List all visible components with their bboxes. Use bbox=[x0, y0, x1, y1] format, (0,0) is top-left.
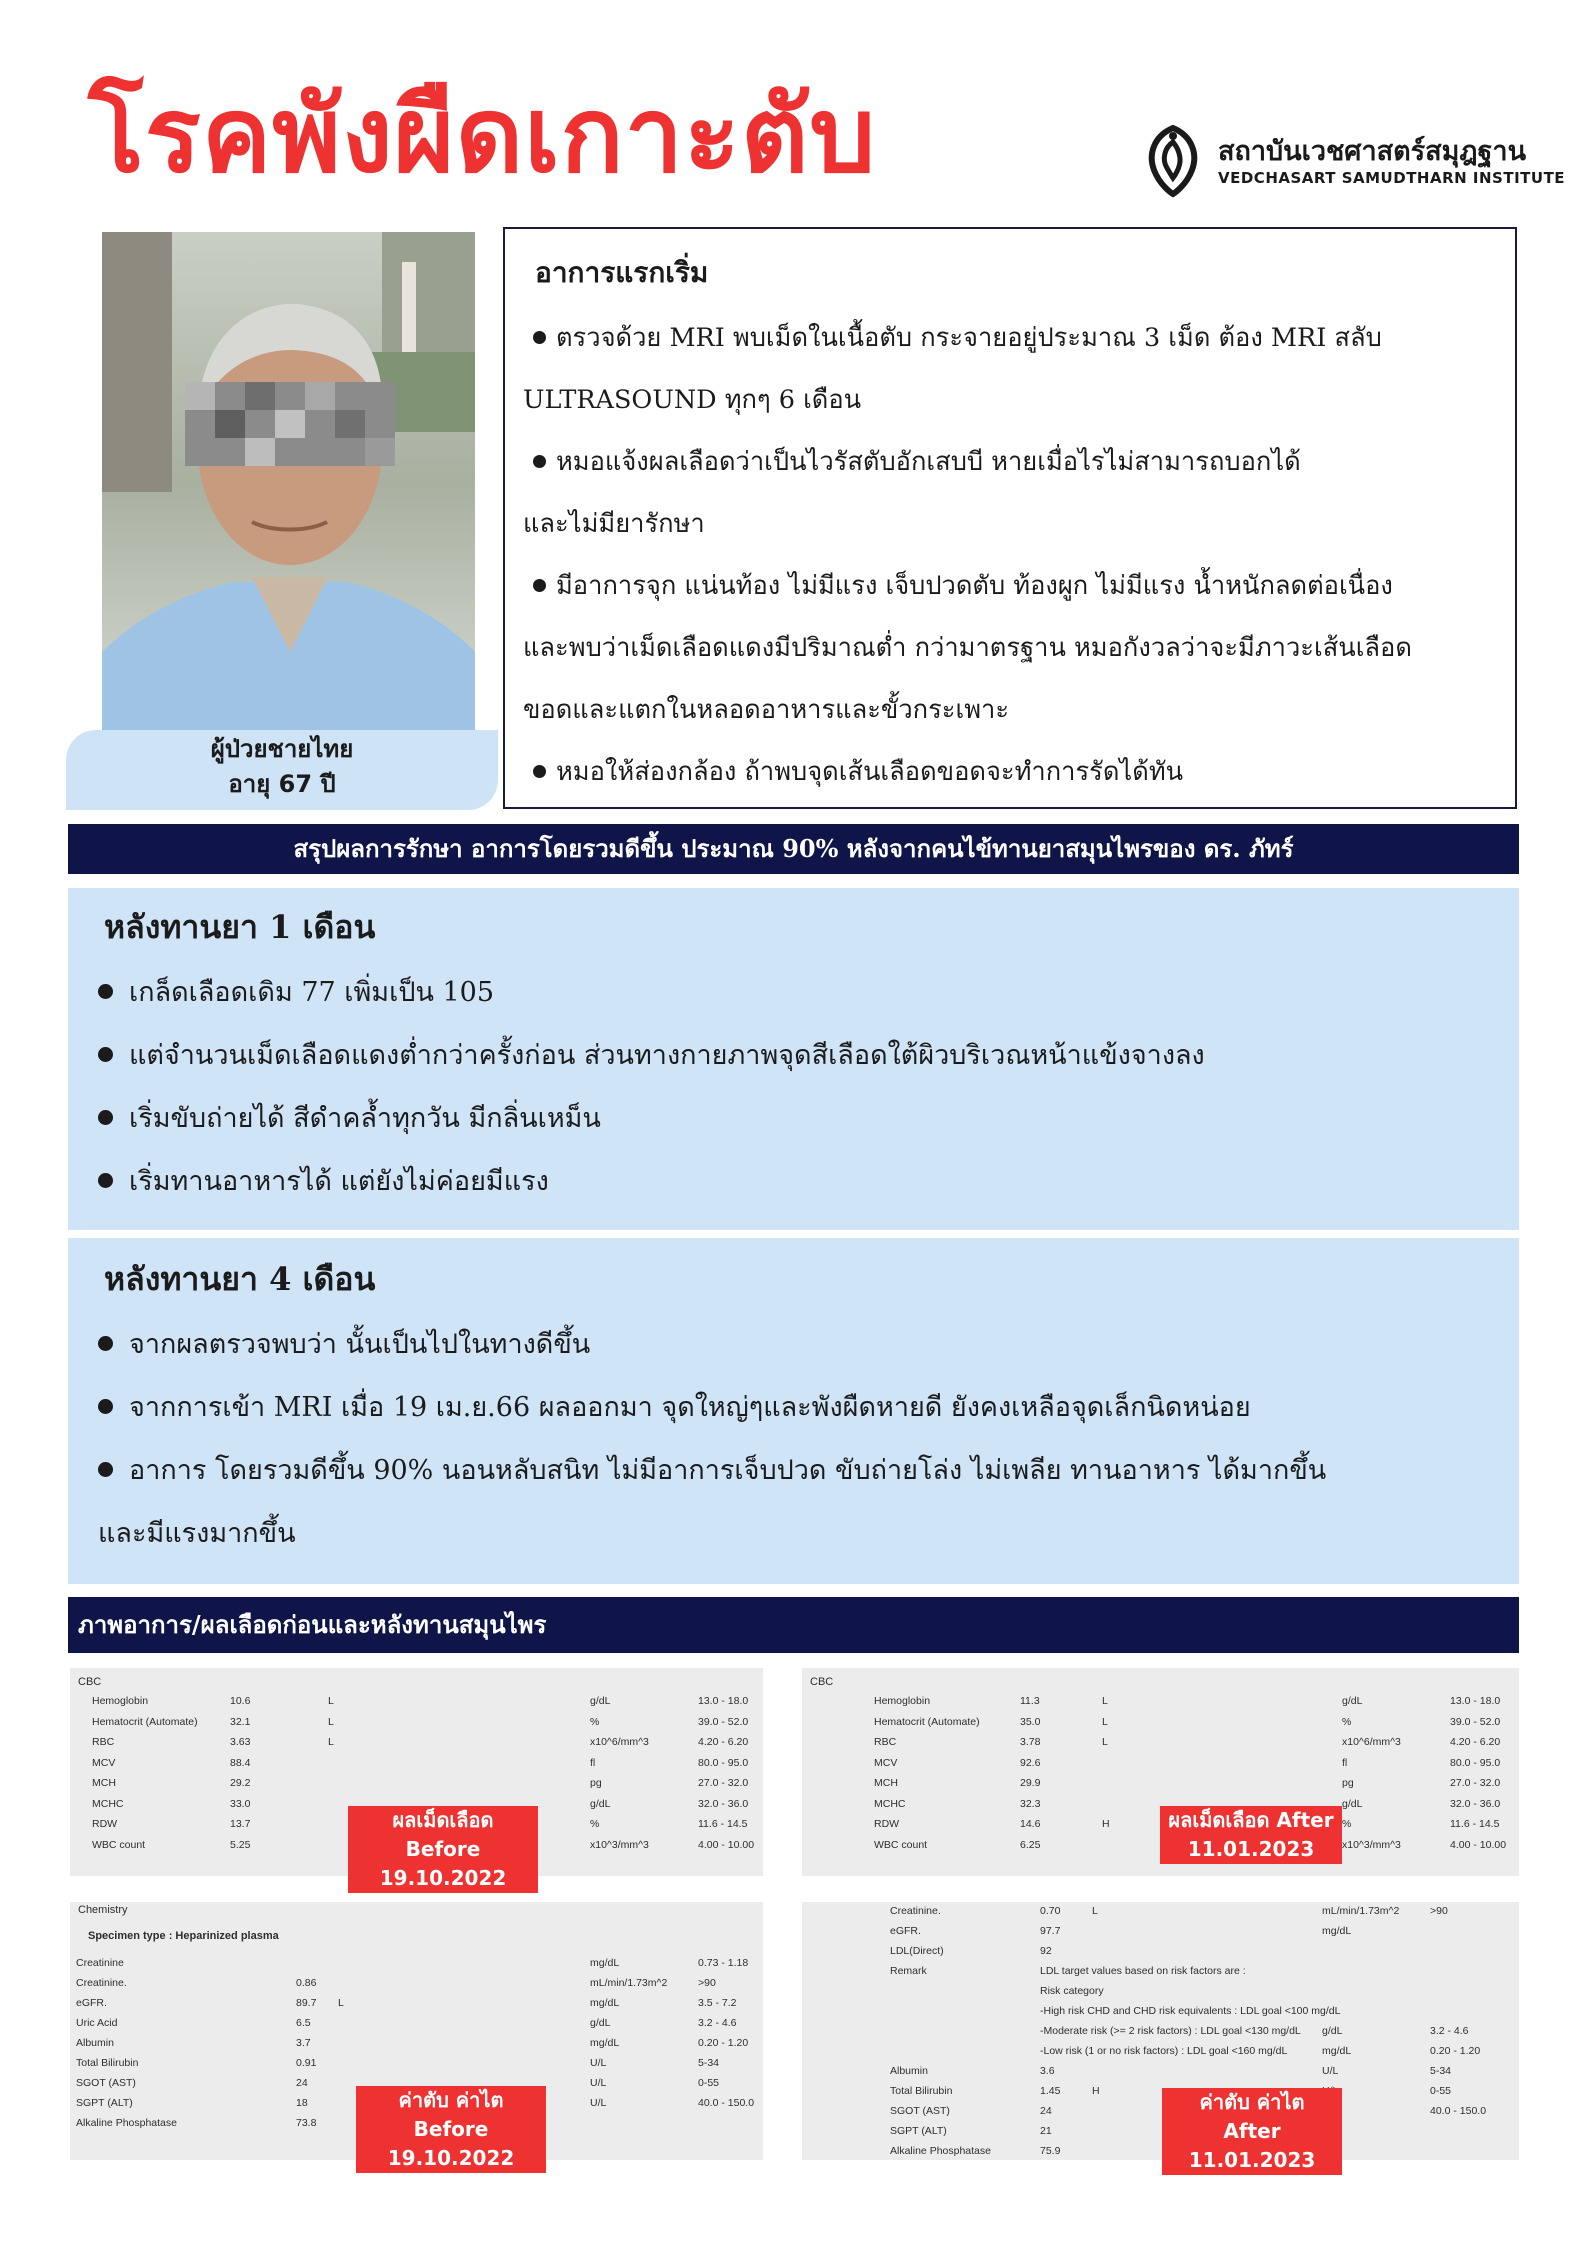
test-value: 13.7 bbox=[230, 1818, 251, 1830]
test-range: 4.20 - 6.20 bbox=[698, 1736, 749, 1748]
test-value: 0.86 bbox=[296, 1977, 317, 1989]
test-name: Albumin bbox=[890, 2065, 928, 2077]
test-name: Creatinine bbox=[76, 1957, 124, 1969]
test-unit: % bbox=[1342, 1715, 1352, 1728]
list-item bbox=[90, 1313, 1489, 1376]
test-flag: L bbox=[328, 1715, 334, 1728]
test-name: Alkaline Phosphatase bbox=[890, 2145, 991, 2157]
test-unit: mg/dL bbox=[590, 1997, 620, 2009]
table-row bbox=[802, 2082, 1519, 2102]
list-item bbox=[90, 1087, 1489, 1150]
table-row bbox=[802, 1754, 1519, 1775]
table-row bbox=[802, 2062, 1519, 2082]
test-range: 80.0 - 95.0 bbox=[698, 1756, 749, 1769]
test-unit: pg bbox=[1342, 1777, 1354, 1789]
test-range: 32.0 - 36.0 bbox=[698, 1797, 749, 1810]
test-unit: fl bbox=[1342, 1756, 1348, 1769]
table-row bbox=[802, 2022, 1519, 2042]
test-name: Hematocrit (Automate) bbox=[92, 1715, 198, 1728]
test-range: 4.00 - 10.00 bbox=[1450, 1838, 1507, 1851]
test-range: 0-55 bbox=[1430, 2085, 1452, 2097]
test-name: Total Bilirubin bbox=[76, 2057, 139, 2069]
test-value: 35.0 bbox=[1020, 1715, 1041, 1728]
lab-header: CBC bbox=[78, 1676, 102, 1688]
table-row bbox=[802, 1962, 1519, 1982]
test-unit: U/L bbox=[590, 2077, 607, 2089]
test-range: 5-34 bbox=[698, 2057, 720, 2069]
symptom-line bbox=[523, 555, 1489, 617]
table-row bbox=[802, 1982, 1519, 2002]
test-value: 24 bbox=[296, 2077, 308, 2089]
test-value: 6.5 bbox=[296, 2017, 311, 2029]
test-unit: mL/min/1.73m^2 bbox=[590, 1977, 668, 1989]
test-value: 89.7 bbox=[296, 1997, 317, 2009]
table-row bbox=[70, 1733, 763, 1754]
test-unit: mg/dL bbox=[590, 1957, 620, 1969]
list-item-text: เริ่มทานอาหารได้ แต่ยังไม่ค่อยมีแรง bbox=[129, 1166, 549, 1197]
symptom-text: ตรวจด้วย MRI พบเม็ดในเนื้อตับ กระจายอยู่ประมาณ 3 เม็ด ต้อง MRI สลับ bbox=[556, 323, 1382, 353]
bullet-icon bbox=[98, 1399, 113, 1414]
stamp-date: 11.01.2023 bbox=[1187, 1837, 1315, 1861]
test-flag: L bbox=[328, 1736, 334, 1748]
brand-name-th: สถาบันเวชศาสตร์สมุฎฐาน bbox=[1218, 136, 1527, 168]
symptom-line: และไม่มียารักษา bbox=[523, 509, 705, 539]
test-unit: mg/dL bbox=[590, 2037, 620, 2049]
brand-name-en: VEDCHASART SAMUDTHARN INSTITUTE bbox=[1218, 168, 1566, 187]
initial-symptoms-box bbox=[503, 227, 1517, 809]
bullet-icon bbox=[98, 984, 113, 999]
table-row bbox=[802, 2042, 1519, 2062]
test-unit: g/dL bbox=[590, 1695, 611, 1707]
test-flag: L bbox=[338, 1997, 344, 2009]
test-unit: mg/dL bbox=[1322, 1925, 1352, 1937]
test-name: Creatinine. bbox=[890, 1905, 941, 1917]
test-unit: g/dL bbox=[590, 1797, 611, 1810]
test-value: 0.70 bbox=[1040, 1905, 1061, 1917]
stamp-date: 11.01.2023 bbox=[1188, 2148, 1316, 2172]
test-value: 24 bbox=[1040, 2105, 1052, 2117]
test-value: 3.7 bbox=[296, 2037, 311, 2049]
test-value: 3.6 bbox=[1040, 2065, 1055, 2077]
symptom-line: ULTRASOUND ทุกๆ 6 เดือน bbox=[523, 385, 862, 415]
list-item bbox=[90, 1376, 1489, 1439]
test-value: 10.6 bbox=[230, 1695, 251, 1707]
test-value: 29.2 bbox=[230, 1777, 251, 1789]
test-value: 21 bbox=[1040, 2125, 1052, 2137]
test-range: 3.2 - 4.6 bbox=[698, 2017, 737, 2029]
test-value: 29.9 bbox=[1020, 1777, 1041, 1789]
test-value: 3.63 bbox=[230, 1736, 251, 1748]
test-name: RBC bbox=[874, 1736, 897, 1748]
symptoms-title: อาการแรกเริ่ม bbox=[535, 256, 709, 289]
bullet-icon bbox=[98, 1047, 113, 1062]
test-name: SGOT (AST) bbox=[890, 2105, 950, 2117]
table-row bbox=[802, 1922, 1519, 1942]
table-row bbox=[70, 1994, 763, 2014]
table-row bbox=[802, 1692, 1519, 1713]
test-range: 0.20 - 1.20 bbox=[1430, 2045, 1481, 2057]
test-range: 4.00 - 10.00 bbox=[698, 1838, 755, 1851]
test-flag: H bbox=[1102, 1818, 1110, 1830]
test-range: 27.0 - 32.0 bbox=[698, 1777, 749, 1789]
test-value: 32.1 bbox=[230, 1715, 251, 1728]
month4-heading: หลังทานยา 4 เดือน bbox=[104, 1260, 376, 1298]
test-value: 92 bbox=[1040, 1945, 1052, 1957]
test-name: RDW bbox=[874, 1818, 900, 1830]
test-name: eGFR. bbox=[890, 1925, 921, 1937]
test-unit: g/dL bbox=[1342, 1797, 1363, 1810]
test-unit: % bbox=[1342, 1818, 1352, 1830]
table-row bbox=[70, 2034, 763, 2054]
test-flag: L bbox=[1092, 1905, 1098, 1917]
page-title: โรคพังผืดเกาะตับ bbox=[88, 74, 877, 196]
test-range: 11.6 - 14.5 bbox=[1450, 1818, 1500, 1830]
institute-logo-icon bbox=[1140, 122, 1206, 200]
month1-heading: หลังทานยา 1 เดือน bbox=[104, 908, 376, 946]
test-range: 4.20 - 6.20 bbox=[1450, 1736, 1501, 1748]
list-item bbox=[90, 961, 1489, 1024]
test-value: Risk category bbox=[1040, 1985, 1104, 1997]
test-name: Remark bbox=[890, 1965, 927, 1977]
bullet-icon bbox=[98, 1462, 113, 1477]
symptom-line: และพบว่าเม็ดเลือดแดงมีปริมาณต่ำ กว่ามาตรฐาน หมอกังวลว่าจะมีภาวะเส้นเลือด bbox=[523, 633, 1412, 663]
stamp-title: ค่าตับ ค่าไต Before bbox=[398, 2088, 504, 2141]
table-row bbox=[802, 2122, 1519, 2142]
stamp-date: 19.10.2022 bbox=[379, 1866, 507, 1890]
table-row bbox=[70, 1713, 763, 1734]
test-value: 14.6 bbox=[1020, 1818, 1041, 1830]
stamp-title: ผลเม็ดเลือด After bbox=[1168, 1808, 1334, 1832]
symptom-line bbox=[523, 431, 1489, 493]
test-value: 97.7 bbox=[1040, 1925, 1061, 1937]
table-row bbox=[802, 1942, 1519, 1962]
test-name: MCH bbox=[92, 1777, 116, 1789]
test-unit: fl bbox=[590, 1756, 596, 1769]
table-row bbox=[70, 1954, 763, 1974]
test-range: >90 bbox=[1430, 1905, 1448, 1917]
test-value: 88.4 bbox=[230, 1756, 251, 1769]
lab-header: CBC bbox=[810, 1676, 834, 1688]
table-row bbox=[70, 2054, 763, 2074]
table-row bbox=[802, 1733, 1519, 1754]
test-name: SGOT (AST) bbox=[76, 2077, 136, 2089]
stamp-title: ค่าตับ ค่าไต After bbox=[1199, 2090, 1305, 2143]
test-name: Uric Acid bbox=[76, 2017, 118, 2029]
test-value: 3.78 bbox=[1020, 1736, 1041, 1748]
cbc-after-image bbox=[802, 1668, 1519, 1876]
test-range: 0-55 bbox=[698, 2077, 720, 2089]
test-unit: x10^6/mm^3 bbox=[1342, 1736, 1401, 1748]
cbc-before-image bbox=[70, 1668, 763, 1890]
test-value: -High risk CHD and CHD risk equivalents : LDL goal <100 mg/dL bbox=[1040, 2005, 1341, 2017]
bullet-icon bbox=[98, 1110, 113, 1125]
before-stamp bbox=[348, 1806, 538, 1893]
brand-block bbox=[1140, 122, 1565, 200]
after-stamp bbox=[1162, 2088, 1342, 2175]
symptom-line: ขอดและแตกในหลอดอาหารและขั้วกระเพาะ bbox=[523, 695, 1010, 725]
list-item bbox=[90, 1150, 1489, 1213]
stamp-title: ผลเม็ดเลือด Before bbox=[392, 1808, 494, 1861]
bullet-icon bbox=[533, 765, 546, 778]
test-name: WBC count bbox=[92, 1838, 146, 1851]
bullet-icon bbox=[98, 1336, 113, 1351]
test-value: 92.6 bbox=[1020, 1756, 1041, 1769]
test-value: 18 bbox=[296, 2097, 308, 2109]
test-range: 40.0 - 150.0 bbox=[1430, 2105, 1487, 2117]
test-range: 39.0 - 52.0 bbox=[1450, 1715, 1501, 1728]
symptom-line bbox=[523, 741, 1489, 803]
table-row bbox=[70, 1974, 763, 1994]
symptom-text: หมอให้ส่องกล้อง ถ้าพบจุดเส้นเลือดขอดจะทำการรัดได้ทัน bbox=[556, 757, 1184, 787]
test-name: LDL(Direct) bbox=[890, 1945, 944, 1957]
table-row bbox=[802, 2002, 1519, 2022]
table-row bbox=[802, 2142, 1519, 2162]
table-row bbox=[802, 1713, 1519, 1734]
test-range: 13.0 - 18.0 bbox=[698, 1695, 749, 1707]
list-item-text: อาการ โดยรวมดีขึ้น 90% นอนหลับสนิท ไม่มีอาการเจ็บปวด ขับถ่ายโล่ง ไม่เพลีย ทานอาหาร ได้มากขึ้น bbox=[129, 1455, 1327, 1486]
test-range: 13.0 - 18.0 bbox=[1450, 1695, 1501, 1707]
test-name: MCHC bbox=[92, 1797, 124, 1810]
test-name: Creatinine. bbox=[76, 1977, 127, 1989]
bullet-icon bbox=[533, 331, 546, 344]
test-flag: L bbox=[328, 1695, 334, 1707]
symptom-text: มีอาการจุก แน่นท้อง ไม่มีแรง เจ็บปวดตับ ท้องผูก ไม่มีแรง น้ำหนักลดต่อเนื่อง bbox=[556, 571, 1393, 601]
test-unit: mg/dL bbox=[1322, 2045, 1352, 2057]
test-name: MCV bbox=[92, 1756, 116, 1769]
test-unit: x10^6/mm^3 bbox=[590, 1736, 649, 1748]
test-value: 75.9 bbox=[1040, 2145, 1061, 2157]
test-range: 0.73 - 1.18 bbox=[698, 1957, 749, 1969]
patient-photo bbox=[102, 232, 475, 732]
test-flag: L bbox=[1102, 1695, 1108, 1707]
before-stamp bbox=[356, 2086, 546, 2173]
stamp-date: 19.10.2022 bbox=[387, 2146, 515, 2170]
bullet-icon bbox=[98, 1173, 113, 1188]
test-range: >90 bbox=[698, 1977, 716, 1989]
test-unit: U/L bbox=[1322, 2065, 1339, 2077]
list-item-text: เริ่มขับถ่ายได้ สีดำคล้ำทุกวัน มีกลิ่นเหม็น bbox=[129, 1103, 601, 1134]
test-name: Alkaline Phosphatase bbox=[76, 2117, 177, 2129]
test-value: 32.3 bbox=[1020, 1797, 1041, 1810]
symptom-line bbox=[523, 307, 1489, 369]
test-name: Hematocrit (Automate) bbox=[874, 1715, 980, 1728]
test-unit: x10^3/mm^3 bbox=[1342, 1838, 1401, 1851]
table-row bbox=[70, 1692, 763, 1713]
test-unit: U/L bbox=[590, 2057, 607, 2069]
test-name: Albumin bbox=[76, 2037, 114, 2049]
test-range: 40.0 - 150.0 bbox=[698, 2097, 755, 2109]
test-value: 73.8 bbox=[296, 2117, 317, 2129]
after-stamp bbox=[1160, 1806, 1342, 1864]
list-item-continued: และมีแรงมากขึ้น bbox=[98, 1518, 296, 1549]
test-name: MCH bbox=[874, 1777, 898, 1789]
test-range: 3.5 - 7.2 bbox=[698, 1997, 737, 2009]
test-range: 0.20 - 1.20 bbox=[698, 2037, 749, 2049]
test-range: 3.2 - 4.6 bbox=[1430, 2025, 1469, 2037]
test-unit: % bbox=[590, 1715, 600, 1728]
treatment-summary-bar: สรุปผลการรักษา อาการโดยรวมดีขึ้น ประมาณ 90% หลังจากคนไข้ทานยาสมุนไพรของ ดร. ภัทร์ bbox=[68, 824, 1519, 874]
table-row bbox=[70, 2014, 763, 2034]
patient-description: ผู้ป่วยชายไทย bbox=[210, 735, 354, 763]
test-name: MCHC bbox=[874, 1797, 906, 1810]
list-item-text: จากผลตรวจพบว่า นั้นเป็นไปในทางดีขึ้น bbox=[129, 1329, 591, 1360]
test-range: 39.0 - 52.0 bbox=[698, 1715, 749, 1728]
lab-header: Chemistry bbox=[78, 1904, 128, 1916]
test-range: 5-34 bbox=[1430, 2065, 1452, 2077]
test-range: 27.0 - 32.0 bbox=[1450, 1777, 1501, 1789]
month1-panel bbox=[68, 888, 1519, 1230]
lab-rows bbox=[802, 1902, 1519, 2162]
test-name: Hemoglobin bbox=[92, 1695, 149, 1707]
test-unit: mL/min/1.73m^2 bbox=[1322, 1905, 1400, 1917]
test-range: 11.6 - 14.5 bbox=[698, 1818, 748, 1830]
test-flag: H bbox=[1092, 2085, 1100, 2097]
patient-age: อายุ 67 ปี bbox=[228, 769, 336, 798]
test-name: Total Bilirubin bbox=[890, 2085, 953, 2097]
test-value: 1.45 bbox=[1040, 2085, 1061, 2097]
test-name: SGPT (ALT) bbox=[76, 2097, 133, 2109]
test-name: RDW bbox=[92, 1818, 118, 1830]
bullet-icon bbox=[533, 455, 546, 468]
test-unit: x10^3/mm^3 bbox=[590, 1838, 649, 1851]
list-item-text: แต่จำนวนเม็ดเลือดแดงต่ำกว่าครั้งก่อน ส่วนทางกายภาพจุดสีเลือดใต้ผิวบริเวณหน้าแข้งจางลง bbox=[129, 1040, 1205, 1071]
test-name: Hemoglobin bbox=[874, 1695, 931, 1707]
list-item-text: เกล็ดเลือดเดิม 77 เพิ่มเป็น 105 bbox=[129, 977, 495, 1008]
bullet-icon bbox=[533, 579, 546, 592]
images-heading-bar: ภาพอาการ/ผลเลือดก่อนและหลังทานสมุนไพร bbox=[68, 1597, 1519, 1653]
test-value: 6.25 bbox=[1020, 1838, 1041, 1851]
table-row bbox=[802, 1902, 1519, 1922]
chem-before-image bbox=[70, 1902, 763, 2170]
patient-label bbox=[66, 730, 498, 810]
test-name: MCV bbox=[874, 1756, 898, 1769]
test-unit: g/dL bbox=[590, 2017, 611, 2029]
table-row bbox=[70, 1774, 763, 1795]
test-unit: % bbox=[590, 1818, 600, 1830]
list-item-text: จากการเข้า MRI เมื่อ 19 เม.ย.66 ผลออกมา จุดใหญ่ๆและพังผืดหายดี ยังคงเหลือจุดเล็กนิดหน่อย bbox=[129, 1392, 1251, 1423]
test-name: eGFR. bbox=[76, 1997, 107, 2009]
test-unit: g/dL bbox=[1342, 1695, 1363, 1707]
table-row bbox=[802, 2102, 1519, 2122]
test-unit: U/L bbox=[590, 2097, 607, 2109]
test-name: RBC bbox=[92, 1736, 115, 1748]
test-value: -Moderate risk (>= 2 risk factors) : LDL goal <130 mg/dL bbox=[1040, 2025, 1301, 2037]
test-range: 32.0 - 36.0 bbox=[1450, 1797, 1501, 1810]
test-value: 33.0 bbox=[230, 1797, 251, 1810]
test-value: LDL target values based on risk factors are : bbox=[1040, 1965, 1246, 1977]
test-value: 0.91 bbox=[296, 2057, 317, 2069]
table-row bbox=[802, 1774, 1519, 1795]
specimen-type: Specimen type : Heparinized plasma bbox=[88, 1930, 279, 1942]
list-item bbox=[90, 1024, 1489, 1087]
test-flag: L bbox=[1102, 1715, 1108, 1728]
test-name: WBC count bbox=[874, 1838, 928, 1851]
test-value: -Low risk (1 or no risk factors) : LDL goal <160 mg/dL bbox=[1040, 2045, 1288, 2057]
table-row bbox=[70, 1754, 763, 1775]
test-unit: pg bbox=[590, 1777, 602, 1789]
symptom-text: หมอแจ้งผลเลือดว่าเป็นไวรัสตับอักเสบบี หายเมื่อไรไม่สามารถบอกได้ bbox=[556, 447, 1301, 477]
test-unit: g/dL bbox=[1322, 2025, 1343, 2037]
test-flag: L bbox=[1102, 1736, 1108, 1748]
list-item bbox=[90, 1439, 1489, 1502]
test-name: SGPT (ALT) bbox=[890, 2125, 947, 2137]
test-value: 5.25 bbox=[230, 1838, 251, 1851]
chem-after-image bbox=[802, 1902, 1519, 2172]
test-range: 80.0 - 95.0 bbox=[1450, 1756, 1501, 1769]
test-value: 11.3 bbox=[1020, 1695, 1040, 1707]
month4-panel bbox=[68, 1238, 1519, 1584]
